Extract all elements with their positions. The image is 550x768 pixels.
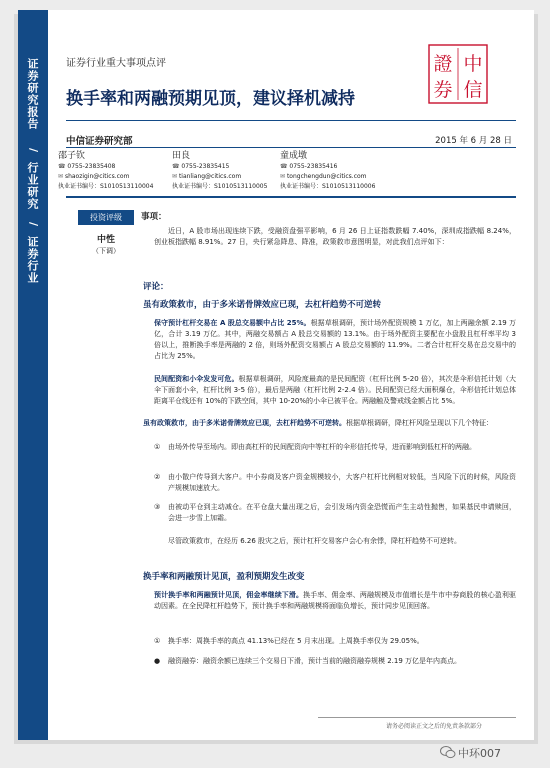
list-item — [154, 442, 516, 453]
comment-label: 评论： — [143, 282, 169, 292]
sidebar-divider: / — [27, 222, 40, 228]
sidebar-label-report: 证券研究报告 — [26, 58, 39, 130]
events-label: 事项： — [141, 212, 167, 222]
report-title: 换手率和两融预期见顶，建议择机减持 — [66, 89, 355, 109]
citic-securities-logo — [428, 44, 488, 104]
phone-icon: ☎ — [172, 163, 182, 170]
paragraph — [154, 590, 516, 612]
paragraph-text: 根据草根调研，降杠杆风险呈现以下几个特征： — [346, 419, 493, 427]
analyst-card — [58, 150, 168, 192]
paragraph-lead: 民间配资和小伞发发可危。 — [154, 375, 239, 383]
email-icon: ✉ — [172, 173, 179, 180]
wechat-icon — [440, 745, 456, 759]
rating-change: （下调） — [92, 247, 120, 255]
email-icon: ✉ — [58, 173, 65, 180]
disclaimer: 请务必阅读正文之后的免责条款部分 — [385, 723, 482, 730]
analyst-phone: 0755-23835415 — [181, 163, 230, 170]
analyst-name: 童成墩 — [280, 151, 308, 161]
list-item — [154, 656, 516, 667]
analyst-rule — [66, 196, 516, 198]
analyst-email: tongchengdun@citics.com — [286, 173, 367, 180]
header-rule — [66, 147, 516, 148]
title-rule — [66, 120, 516, 121]
analyst-email: tianliang@citics.com — [178, 173, 242, 180]
paragraph-text: 换手率、佣金率、两融规模及市值增长是牛市中券商股的核心盈利驱动因素。在全民降杠杆趋势下，预计换手率和两融规模将面临负增长，预计同步见顶回落。 — [154, 591, 517, 610]
analyst-card — [280, 150, 398, 192]
rating-value: 中性 — [96, 235, 115, 245]
list-item-text: 由小散户传导到大客户。中小券商及客户资金规模较小，大客户杠杆比例相对较低，当风险下沉的时候，风险资产规模加速放大。 — [168, 473, 516, 492]
analyst-card — [172, 150, 282, 192]
institute-name: 中信证券研究部 — [66, 136, 133, 147]
paragraph-lead: 虽有政策救市，由于多米诺骨牌效应已现，去杠杆趋势不可逆转。 — [143, 419, 346, 427]
analyst-cert: 执业证书编号：S1010513110005 — [172, 183, 268, 190]
logo-char: 中 — [463, 53, 483, 75]
list-marker: ① — [154, 637, 161, 645]
list-item — [154, 636, 516, 647]
report-type: 证券行业重大事项点评 — [66, 58, 166, 69]
logo-char: 信 — [463, 79, 483, 101]
paragraph-lead: 预计换手率和两融预计见顶，佣金率继续下滑。 — [154, 591, 304, 599]
sidebar-label-industry-research: 行业研究 — [26, 162, 39, 210]
list-item-text: 融资融券：融资余额已连续三个交易日下滑，预计当前的融资融券规模 2.19 万亿是年内高点。 — [168, 657, 462, 665]
section-heading: 换手率和两融预计见顶，盈利预期发生改变 — [143, 572, 305, 582]
logo-char: 券 — [433, 79, 453, 101]
report-date: 2015 年 6 月 28 日 — [435, 136, 512, 146]
list-marker: ③ — [154, 503, 161, 511]
list-item-text: 换手率：周换手率的高点 41.13%已经在 5 月末出现。上周换手率仅为 29.05%。 — [168, 637, 424, 645]
sidebar-divider: / — [27, 148, 40, 154]
paragraph-text: 根据草根调研，预计场外配资规模 1 万亿，加上两融余额 2.19 万亿，合计 3.19 万亿。其中，两融交易额占 A 股总交易额的 13.1%。由于场外配资主要配在小盘股且杠杆率平均 3 倍以上，推断换手率是两融的 2 倍，则场外配资交易额占 A 股总交易额的 11.9%。二者合计杠杆交易在总交易中的占比为 25%。 — [154, 319, 516, 360]
logo-char: 證 — [433, 53, 453, 75]
analyst-name: 田良 — [172, 151, 191, 161]
paragraph — [154, 318, 516, 362]
paragraph-text: 根据草根调研，风险度最高的是民间配资（杠杆比例 5-20 倍），其次是伞形信托计划（大伞下面套小伞，杠杆比例 3-5 倍），最后是两融（杠杆比例 2-2.4 倍）。民间配资已经大面积爆仓，伞形信托计划总体距离平仓线还有 10%的下跌空间，其中 10-20%的小伞已被平仓。两融触及警戒线金额占比 5%。 — [154, 375, 517, 405]
events-paragraph: 近日，A 股市场出现连续下跌，受融资盘强平影响，6 月 26 日上证指数跌幅 7.40%，深圳成指跌幅 8.24%，创业板指跌幅 8.91%。27 日，央行紧急降息、降准，政策救市意图明显，对此我们点评如下： — [154, 227, 516, 246]
analyst-name: 邵子钦 — [58, 151, 86, 161]
email-icon: ✉ — [280, 173, 287, 180]
analyst-email: shaozigin@citics.com — [64, 173, 130, 180]
analyst-cert: 执业证书编号：S1010513110006 — [280, 183, 376, 190]
phone-icon: ☎ — [58, 163, 68, 170]
sidebar-label-securities: 证券行业 — [26, 236, 39, 284]
list-item — [154, 472, 516, 494]
list-item-text: 由被动平仓到主动减仓。在平仓盘大量出现之后，会引发场内资金恐慌而产生主动性抛售，如果基民申请赎回，会进一步雪上加霜。 — [168, 503, 516, 522]
paragraph — [154, 374, 516, 407]
list-marker: ② — [154, 473, 161, 481]
rating-label: 投资评级 — [78, 210, 134, 225]
list-marker: ① — [154, 443, 161, 451]
paragraph: 尽管政策救市，在经历 6.26 股灾之后，预计杠杆交易客户会心有余悸，降杠杆趋势不可逆转。 — [168, 537, 462, 545]
list-item-text: 由场外传导至场内。即由高杠杆的民间配资向中等杠杆的伞形信托传导，进而影响到低杠杆的两融。 — [168, 443, 476, 451]
paragraph-lead: 保守预计杠杆交易在 A 股总交易额中占比 25%。 — [154, 319, 311, 327]
phone-icon: ☎ — [280, 163, 290, 170]
report-page — [18, 10, 534, 740]
watermark-text: 中环007 — [458, 747, 501, 760]
paragraph — [143, 418, 516, 429]
footer-rule — [318, 717, 516, 718]
analyst-phone: 0755-23835408 — [67, 163, 116, 170]
section-heading: 虽有政策救市，由于多米诺骨牌效应已现，去杠杆趋势不可逆转 — [143, 300, 382, 310]
list-item — [154, 502, 516, 524]
list-marker: ● — [154, 657, 161, 665]
analyst-cert: 执业证书编号：S1010513110004 — [58, 183, 154, 190]
analyst-phone: 0755-23835416 — [289, 163, 338, 170]
sidebar-band — [18, 10, 48, 740]
